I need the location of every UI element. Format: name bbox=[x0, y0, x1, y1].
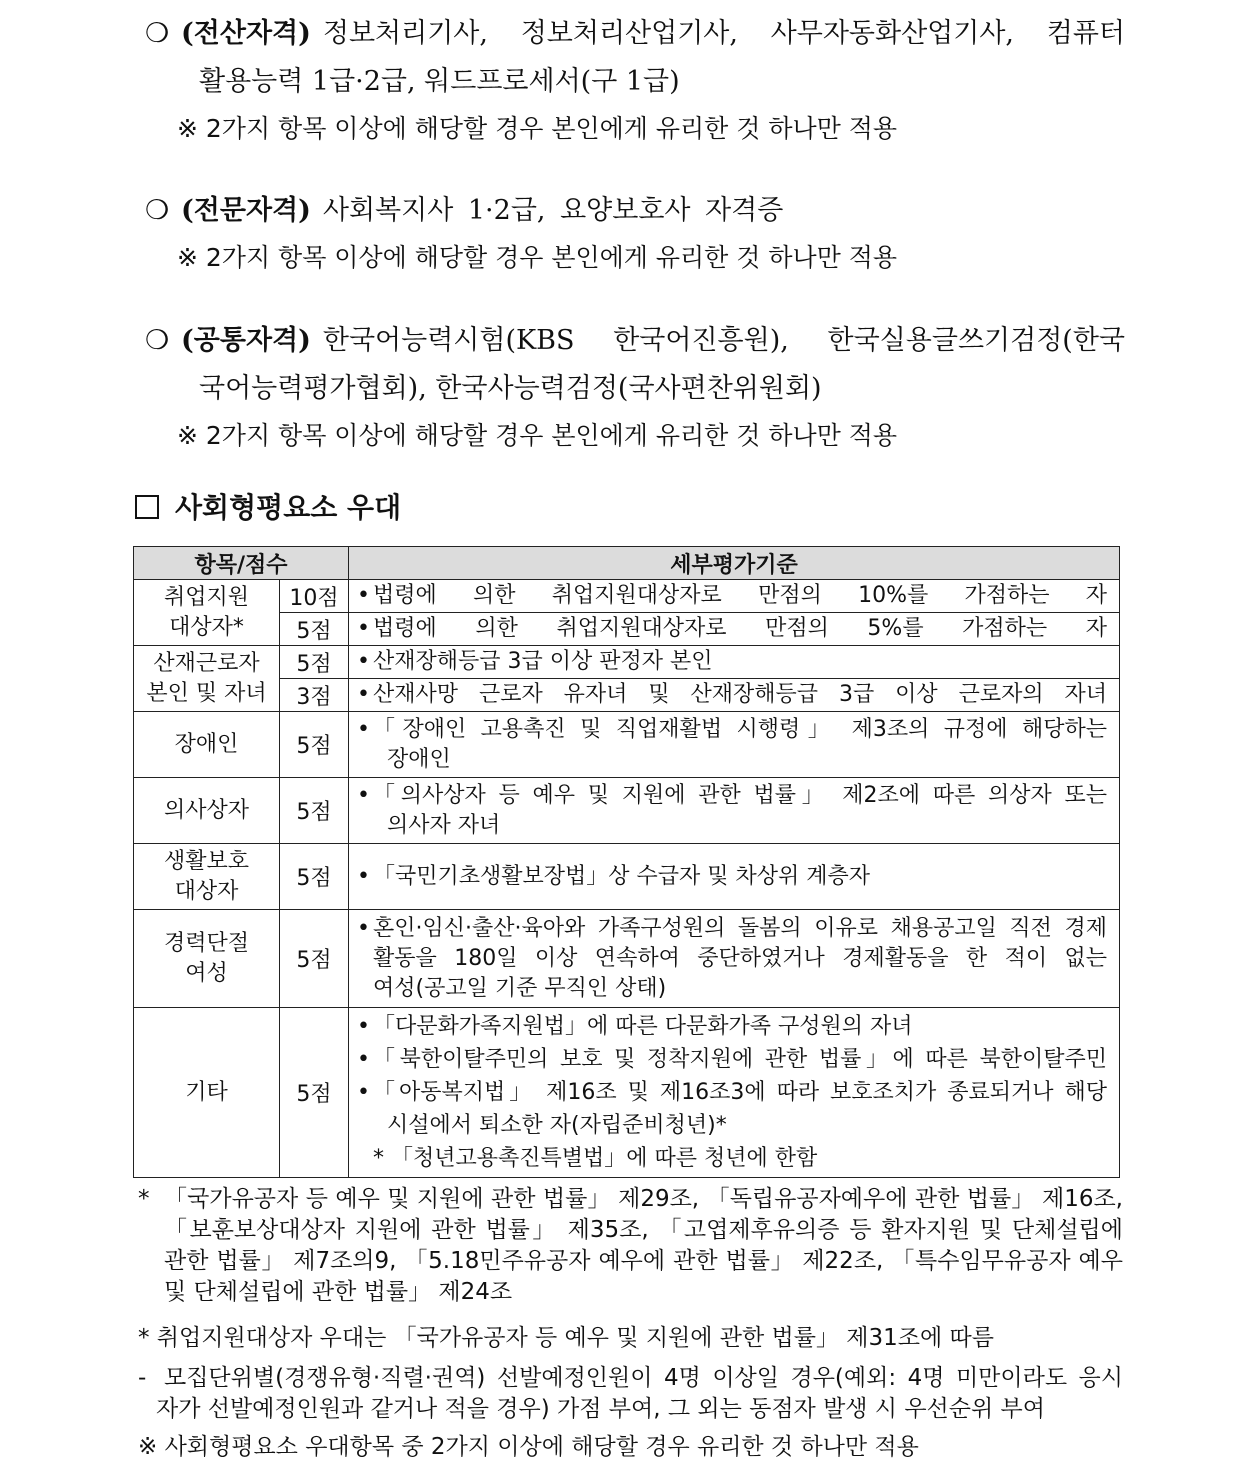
detail-cell: • 산재장해등급 3급 이상 판정자 본인 bbox=[349, 646, 1120, 679]
qualification-note: ※ 2가지 항목 이상에 해당할 경우 본인에게 유리한 것 하나만 적용 bbox=[177, 421, 898, 450]
item-cell: 의사상자 bbox=[134, 778, 280, 844]
qualification-label: (전문자격) bbox=[181, 195, 311, 226]
bullet-dot: • bbox=[357, 682, 370, 707]
detail-cell: • 산재사망 근로자 유자녀 및 산재장해등급 3급 이상 근로자의 자녀 bbox=[349, 679, 1120, 712]
bullet-dot: • bbox=[357, 649, 370, 674]
table-row bbox=[134, 679, 1120, 712]
table-row bbox=[134, 778, 1120, 844]
qualification-label: (전산자격) bbox=[181, 18, 311, 49]
qualification-computer bbox=[145, 10, 1125, 152]
score-cell: 5점 bbox=[280, 910, 349, 1008]
criteria-table bbox=[133, 546, 1120, 1178]
table-row bbox=[134, 646, 1120, 679]
qualification-professional bbox=[145, 187, 1125, 281]
detail-cell: • 법령에 의한 취업지원대상자로 만점의 10%를 가점하는 자 bbox=[349, 580, 1120, 613]
table-row bbox=[134, 910, 1120, 1008]
score-cell: 5점 bbox=[280, 1008, 349, 1178]
bullet-dot: • bbox=[357, 915, 370, 941]
score-cell: 5점 bbox=[280, 613, 349, 646]
bullet-dot: • bbox=[357, 1047, 370, 1072]
table-header-row bbox=[134, 547, 1120, 580]
item-cell: 경력단절 여성 bbox=[134, 910, 280, 1008]
detail-cell: • 혼인·임신·출산·육아와 가족구성원의 돌봄의 이유로 채용공고일 직전 경제 활동을 180일 이상 연속하여 중단하였거나 경제활동을 한 적이 없는 여성(공고일 기준 무직인 상태) bbox=[349, 910, 1120, 1008]
circle-bullet-icon: ❍ bbox=[145, 195, 170, 226]
score-cell: 5점 bbox=[280, 646, 349, 679]
bullet-dot: • bbox=[357, 716, 370, 742]
table-row bbox=[134, 580, 1120, 613]
circle-bullet-icon: ❍ bbox=[145, 325, 170, 356]
qualification-text: 정보처리기사, 정보처리산업기사, 사무자동화산업기사, 컴퓨터 bbox=[322, 18, 1125, 49]
table-row bbox=[134, 712, 1120, 778]
detail-cell: • 「의사상자 등 예우 및 지원에 관한 법률」 제2조에 따른 의상자 또는 의사자 자녀 bbox=[349, 778, 1120, 844]
header-item: 항목/점수 bbox=[134, 547, 349, 580]
bullet-dot: • bbox=[357, 616, 370, 641]
detail-cell: • 「장애인 고용촉진 및 직업재활법 시행령」 제3조의 규정에 해당하는 장애인 bbox=[349, 712, 1120, 778]
qualification-text-cont: 국어능력평가협회), 한국사능력검정(국사편찬위원회) bbox=[199, 373, 822, 404]
score-cell: 5점 bbox=[280, 778, 349, 844]
table-row bbox=[134, 613, 1120, 646]
detail-cell: • 「국민기초생활보장법」상 수급자 및 차상위 계층자 bbox=[349, 844, 1120, 910]
item-cell: 기타 bbox=[134, 1008, 280, 1178]
qualification-text: 한국어능력시험(KBS 한국어진흥원), 한국실용글쓰기검정(한국 bbox=[322, 325, 1125, 356]
bullet-dot: • bbox=[357, 863, 370, 889]
table-row bbox=[134, 844, 1120, 910]
qualification-text: 사회복지사 1·2급, 요양보호사 자격증 bbox=[322, 195, 784, 226]
item-cell: 취업지원 대상자* bbox=[134, 580, 280, 646]
qualification-text-cont: 활용능력 1급·2급, 워드프로세서(구 1급) bbox=[199, 66, 680, 97]
qualification-label: (공통자격) bbox=[181, 325, 311, 356]
bullet-dot: • bbox=[357, 782, 370, 808]
detail-cell: • 법령에 의한 취업지원대상자로 만점의 5%를 가점하는 자 bbox=[349, 613, 1120, 646]
item-cell: 장애인 bbox=[134, 712, 280, 778]
footnote-apply-one: ※ 사회형평요소 우대항목 중 2가지 이상에 해당할 경우 유리한 것 하나만 적용 bbox=[138, 1434, 919, 1460]
qualification-note: ※ 2가지 항목 이상에 해당할 경우 본인에게 유리한 것 하나만 적용 bbox=[177, 114, 898, 143]
bullet-dot: • bbox=[357, 1014, 370, 1039]
section-title: 사회형평요소 우대 bbox=[135, 488, 401, 528]
footnote-employment-support: * 취업지원대상자 우대는 「국가유공자 등 예우 및 지원에 관한 법률」 제31조에 따름 bbox=[138, 1325, 994, 1351]
score-cell: 5점 bbox=[280, 712, 349, 778]
score-cell: 5점 bbox=[280, 844, 349, 910]
detail-cell: • 「다문화가족지원법」에 따른 다문화가족 구성원의 자녀 • 「북한이탈주민의 보호 및 정착지원에 관한 법률」에 따른 북한이탈주민 • 「아동복지법」 제16조 및 제16조3에 따라 보호조치가 종료되거나 해당 시설에서 퇴소한 자(자립준비청년)* * 「청년고용촉진특별법」에 따른 청년에 한함 bbox=[349, 1008, 1120, 1178]
footnote-recruitment-unit: - 모집단위별(경쟁유형·직렬·권역) 선발예정인원이 4명 이상일 경우(예외: 4명 미만이라도 응시 자가 선발예정인원과 같거나 적을 경우) 가점 부여, 그 외는 동점자 발생 시 우선순위 부여 bbox=[138, 1365, 1123, 1422]
bullet-dot: • bbox=[357, 583, 370, 608]
score-cell: 10점 bbox=[280, 580, 349, 613]
item-cell: 산재근로자 본인 및 자녀 bbox=[134, 646, 280, 712]
score-cell: 3점 bbox=[280, 679, 349, 712]
circle-bullet-icon: ❍ bbox=[145, 18, 170, 49]
qualification-note: ※ 2가지 항목 이상에 해당할 경우 본인에게 유리한 것 하나만 적용 bbox=[177, 243, 898, 272]
header-detail: 세부평가기준 bbox=[349, 547, 1120, 580]
item-cell: 생활보호 대상자 bbox=[134, 844, 280, 910]
qualification-common bbox=[145, 317, 1125, 459]
detail-note: * 「청년고용촉진특별법」에 따른 청년에 한함 bbox=[373, 1146, 818, 1171]
bullet-dot: • bbox=[357, 1080, 370, 1105]
square-bullet-icon bbox=[135, 495, 159, 519]
footnote-patriots: * 「국가유공자 등 예우 및 지원에 관한 법률」 제29조, 「독립유공자예우에 관한 법률」 제16조, 「보훈보상대상자 지원에 관한 법률」 제35조, 「고엽제후유의증 등 환자지원 및 단체설립에 관한 법률」 제7조의9, 「5.18민주유공자 예우에 관한 법률」 제22조, 「특수임무유공자 예우 및 단체설립에 관한 법률」 제24조 bbox=[138, 1186, 1123, 1305]
table-row bbox=[134, 1008, 1120, 1178]
